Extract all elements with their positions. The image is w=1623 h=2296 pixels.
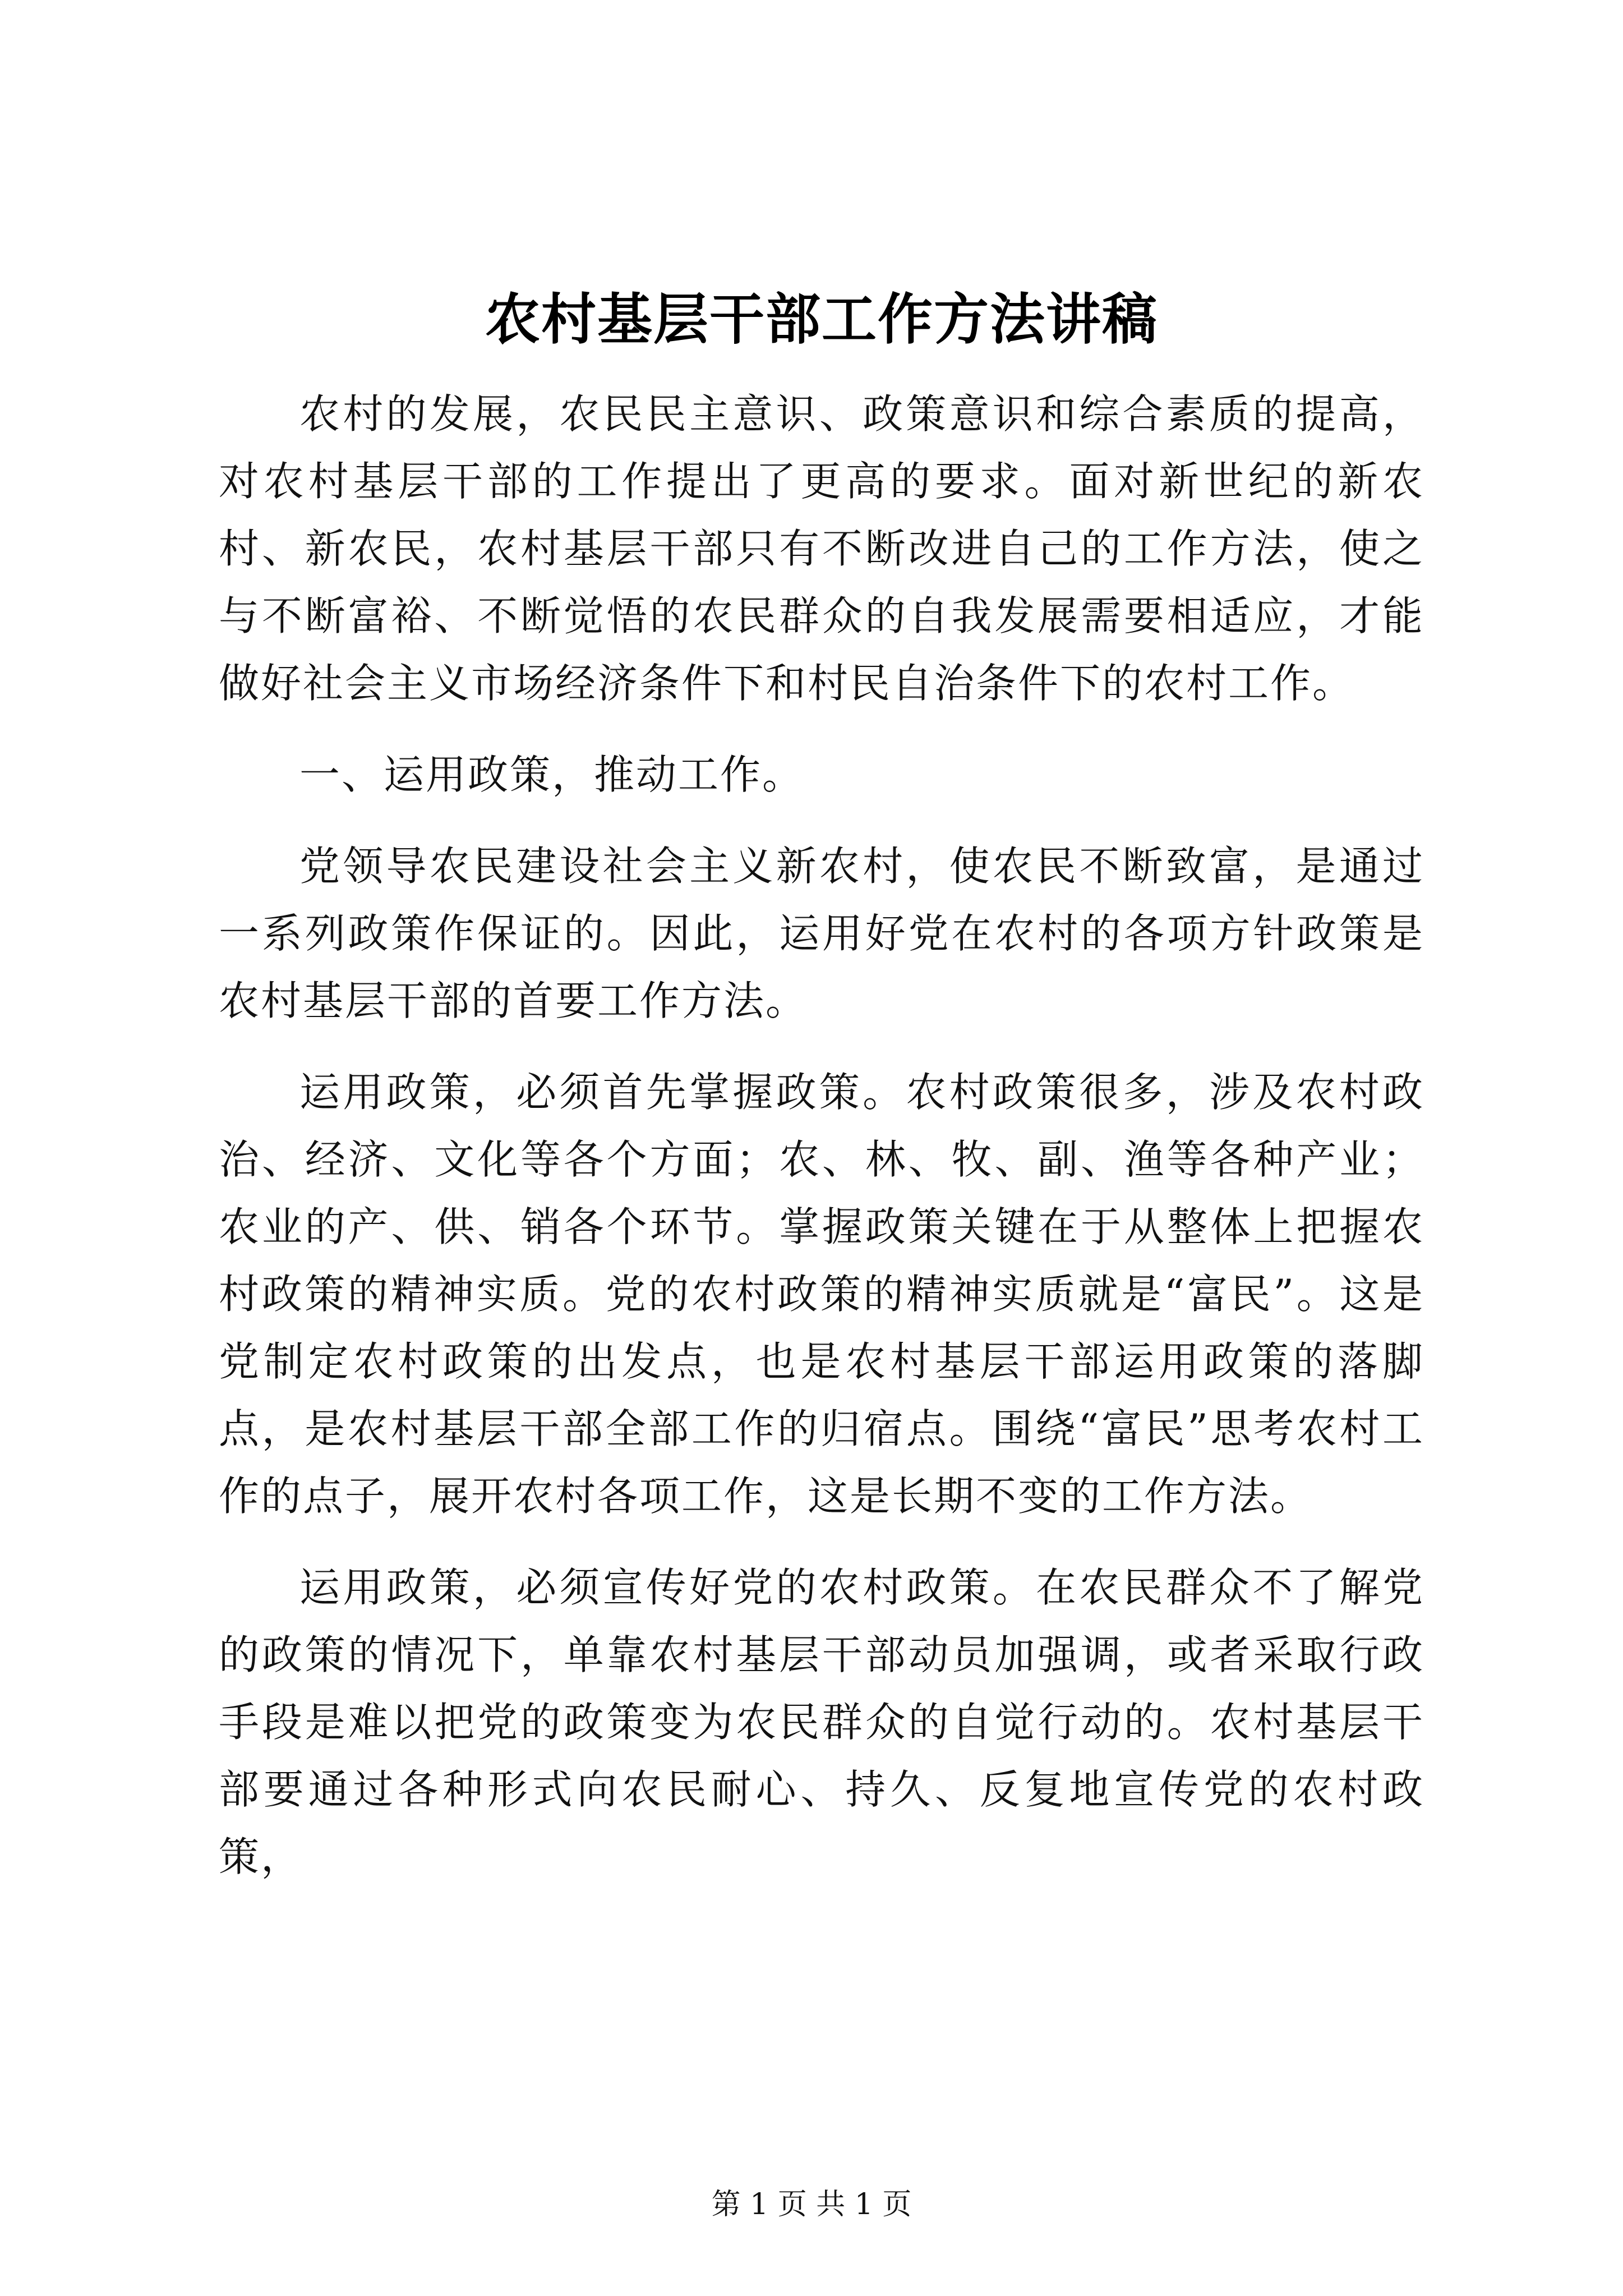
page-number-footer: 第 1 页 共 1 页 <box>711 2188 912 2221</box>
paragraph-intro: 农村的发展，农民民主意识、政策意识和综合素质的提高，对农村基层干部的工作提出了更高的要求。面对新世纪的新农村、新农民，农村基层干部只有不断改进自己的工作方法，使之与不断富裕、不断觉悟的农民群众的自我发展需要相适应，才能做好社会主义市场经济条件下和村民自治条件下的农村工作。 <box>219 390 1424 707</box>
paragraph-publicize-policy: 运用政策，必须宣传好党的农村政策。在农民群众不了解党的政策的情况下，单靠农村基层干部动员加强调，或者采取行政手段是难以把党的政策变为农民群众的自觉行动的。农村基层干部要通过各种形式向农民耐心、持久、反复地宣传党的农村政策， <box>219 1564 1424 1880</box>
paragraph-policy-guarantee: 党领导农民建设社会主义新农村，使农民不断致富，是通过一系列政策作保证的。因此，运用好党在农村的各项方针政策是农村基层干部的首要工作方法。 <box>219 843 1424 1024</box>
document-title: 农村基层干部工作方法讲稿 <box>485 287 1158 352</box>
paragraph-master-policy: 运用政策，必须首先掌握政策。农村政策很多，涉及农村政治、经济、文化等各个方面；农、林、牧、副、渔等各种产业；农业的产、供、销各个环节。掌握政策关键在于从整体上把握农村政策的精神实质。党的农村政策的精神实质就是“富民”。这是党制定农村政策的出发点，也是农村基层干部运用政策的落脚点，是农村基层干部全部工作的归宿点。围绕“富民”思考农村工作的点子，展开农村各项工作，这是长期不变的工作方法。 <box>219 1069 1424 1520</box>
section-heading-1: 一、运用政策，推动工作。 <box>299 751 805 798</box>
document-body <box>219 280 1424 1915</box>
